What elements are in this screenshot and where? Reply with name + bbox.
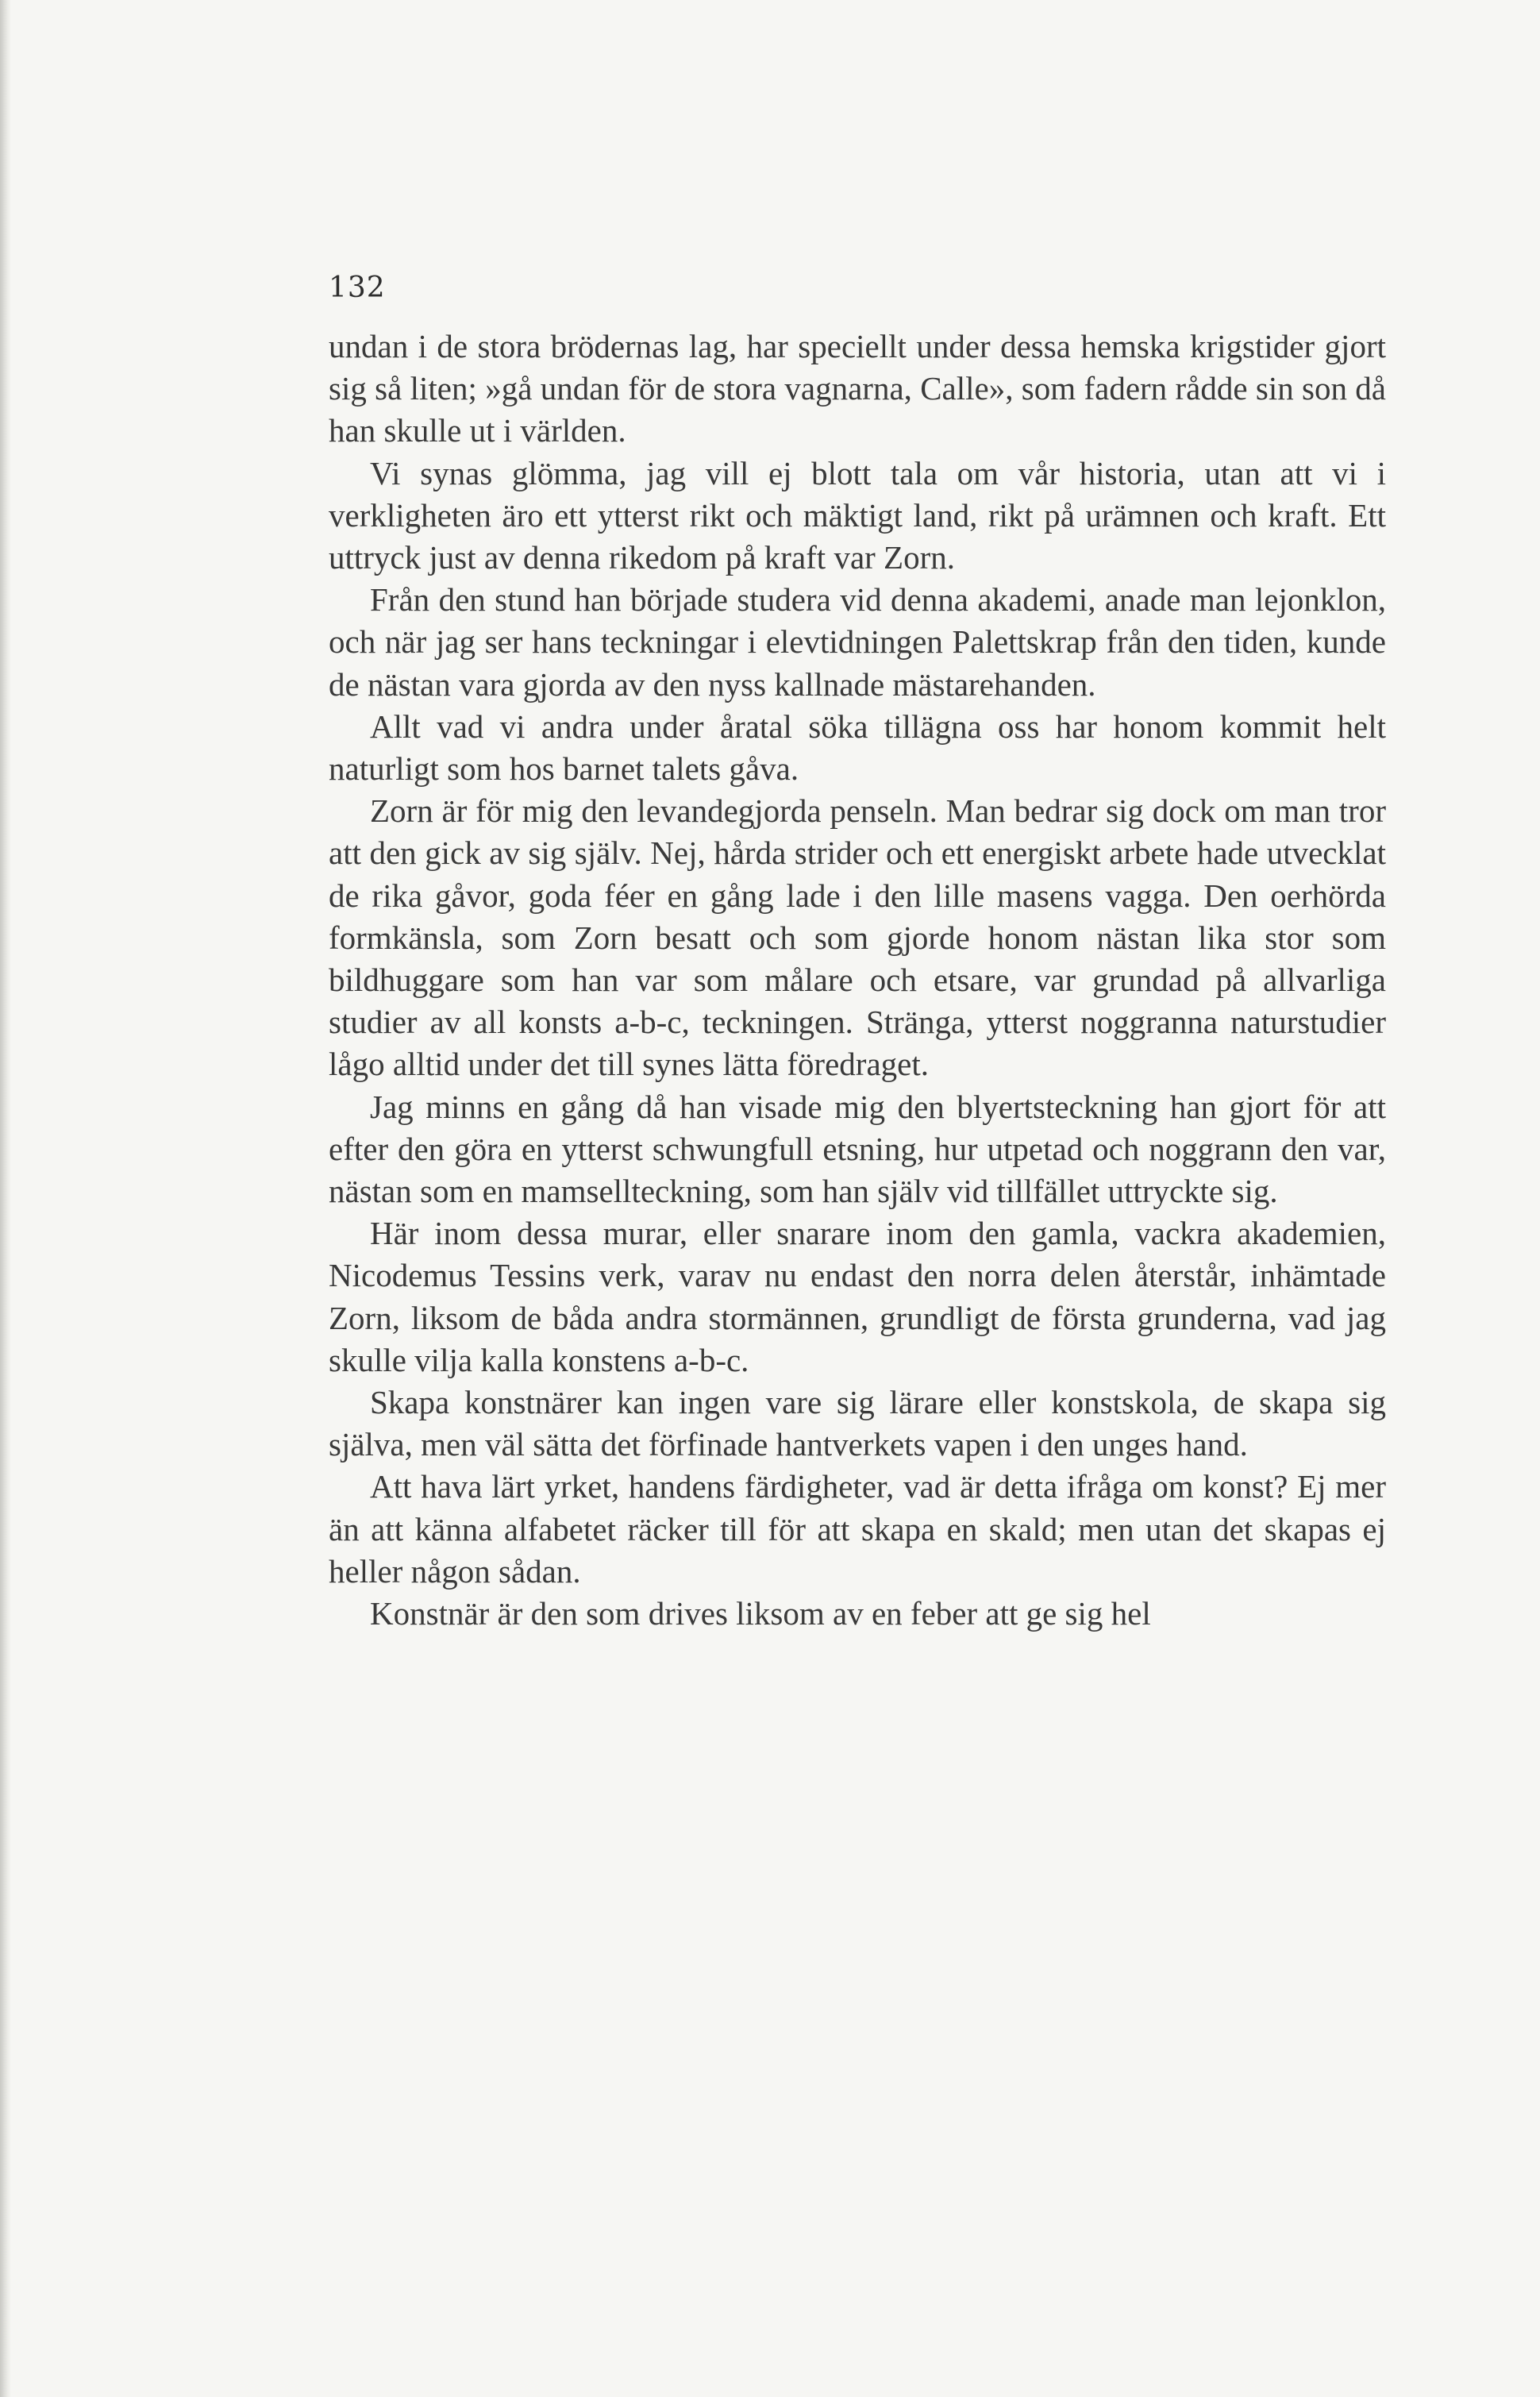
paragraph: Här inom dessa murar, eller snarare inom den gamla, vackra akademien, Nicodemus Tessins verk, varav nu endast den norra delen återstår, inhämtade Zorn, liksom de båda andra stormännen, grundligt de första grunderna, vad jag skulle vilja kalla konstens a-b-c. — [329, 1215, 1386, 1378]
paragraph: Att hava lärt yrket, handens färdigheter, vad är detta ifråga om konst? Ej mer än att känna alfabetet räcker till för att skapa en skald; men utan det skapas ej heller någon sådan. — [329, 1468, 1386, 1590]
page-edge-shadow — [0, 0, 11, 2397]
paragraph: undan i de stora brödernas lag, har speciellt under dessa hemska krigstider gjort sig så liten; »gå undan för de stora vagnarna, Calle», som fadern rådde sin son då han skulle ut i världen. — [329, 328, 1386, 449]
paragraph: Från den stund han började studera vid denna akademi, anade man lejonklon, och när jag ser hans teckningar i elevtidningen Palettskrap från den tiden, kunde de nästan vara gjorda av den nyss kallnade mästarehanden. — [329, 581, 1386, 703]
paragraph: Jag minns en gång då han visade mig den blyertsteckning han gjort för att efter den göra en ytterst schwungfull etsning, hur utpetad och noggrann den var, nästan som en mamsellteckning, som han själv vid tillfället uttryckte sig. — [329, 1088, 1386, 1210]
paragraph: Zorn är för mig den levandegjorda penseln. Man bedrar sig dock om man tror att den gick av sig själv. Nej, hårda strider och ett energiskt arbete hade utvecklat de rika gåvor, goda féer en gång lade i den lille masens vagga. Den oerhörda formkänsla, som Zorn besatt och som gjorde honom nästan lika stor som bildhuggare som han var som målare och etsare, var grundad på allvarliga studier av all konsts a-b-c, teckningen. Stränga, ytterst noggranna naturstudier lågo alltid under det till synes lätta föredraget. — [329, 792, 1386, 1083]
paragraph: Vi synas glömma, jag vill ej blott tala om vår historia, utan att vi i verkligheten äro ett ytterst rikt och mäktigt land, rikt på urämnen och kraft. Ett uttryck just av denna rikedom på kraft var Zorn. — [329, 454, 1386, 576]
body-text — [329, 326, 1386, 1635]
paragraph: Skapa konstnärer kan ingen vare sig lärare eller konstskola, de skapa sig själva, men väl sätta det förfinade hantverkets vapen i den unges hand. — [329, 1384, 1386, 1463]
paragraph: Konstnär är den som drives liksom av en feber att ge sig hel — [370, 1595, 1151, 1632]
paragraph: Allt vad vi andra under åratal söka tillägna oss har honom kommit helt naturligt som hos barnet talets gåva. — [329, 707, 1386, 788]
page-number: 132 — [329, 272, 386, 304]
